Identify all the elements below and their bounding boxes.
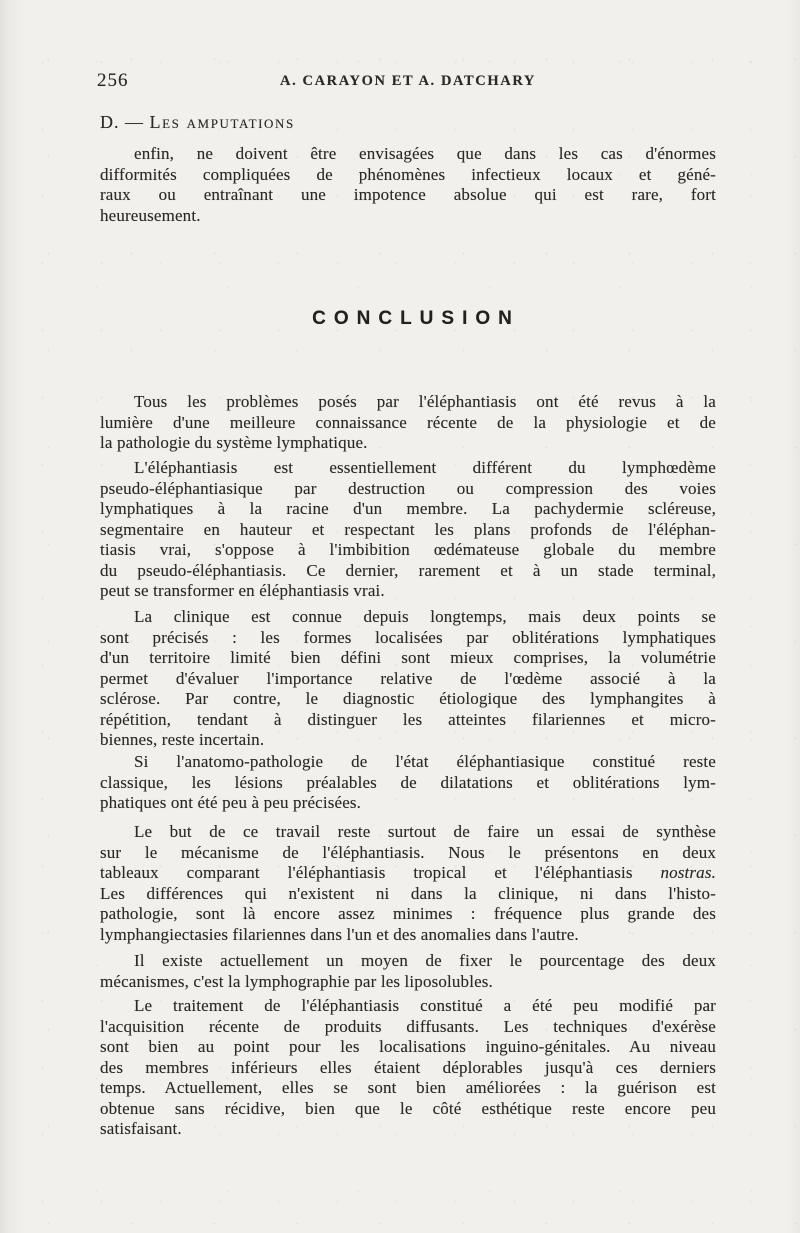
text-line: lymphangiectasies filariennes dans l'un et des anomalies dans l'autre.: [100, 924, 579, 944]
text-line: pseudo-éléphantiasique par destruction ou compression des voies: [100, 478, 716, 498]
text-line: classique, les lésions préalables de dilatations et oblitérations lym-: [100, 772, 716, 792]
section-heading: [100, 112, 716, 133]
text-line: obtenue sans récidive, bien que le côté esthétique reste encore peu: [100, 1098, 716, 1118]
text-line: permet d'évaluer l'importance relative de l'œdème associé à la: [100, 668, 716, 688]
text-line: segmentaire en hauteur et respectant les plans profonds de l'éléphan-: [100, 519, 716, 539]
section-label: D.: [100, 112, 120, 132]
paragraph-clinique: [100, 607, 716, 751]
text-line: pathologie, sont là encore assez minimes : fréquence plus grande des: [100, 904, 716, 923]
text-line: la pathologie du système lymphatique.: [100, 433, 368, 452]
text-line: des membres inférieurs elles étaient déplorables jusqu'à ces derniers: [100, 1057, 716, 1077]
paragraph-but-du-travail: [100, 822, 716, 945]
text-line: Tous les problèmes posés par l'éléphantiasis ont été revus à la: [134, 392, 716, 411]
paragraph-anatomo-pathologie: [100, 752, 716, 814]
text-line: enfin, ne doivent être envisagées que dans les cas d'énormes: [134, 144, 716, 163]
text-line: lymphatiques à la racine d'un membre. La pachydermie scléreuse,: [100, 499, 716, 518]
paragraph-elephantiasis: [100, 458, 716, 602]
text-line: Il existe actuellement un moyen de fixer le pourcentage des deux: [134, 951, 716, 970]
text-line: raux ou entraînant une impotence absolue qui est rare, fort: [100, 185, 716, 204]
text-line: difformités compliquées de phénomènes infectieux locaux et géné-: [100, 164, 716, 184]
italic-term: nostras.: [660, 863, 716, 882]
text-line: sont précisés : les formes localisées par oblitérations lymphatiques: [100, 627, 716, 647]
text-line: satisfaisant.: [100, 1119, 182, 1138]
text-line: sclérose. Par contre, le diagnostic étiologique des lymphangites à: [100, 689, 716, 708]
text-line: Le but de ce travail reste surtout de faire un essai de synthèse: [134, 822, 716, 841]
paragraph-amputations: [100, 144, 716, 226]
running-head: A. CARAYON ET A. DATCHARY: [280, 73, 536, 89]
text-line: Le traitement de l'éléphantiasis constitué a été peu modifié par: [134, 996, 716, 1015]
text-line: [100, 863, 716, 884]
text-line: phatiques ont été peu à peu précisées.: [100, 793, 362, 812]
section-title: Les amputations: [149, 112, 295, 132]
text-line: du pseudo-éléphantiasis. Ce dernier, rarement et à un stade terminal,: [100, 560, 716, 580]
paragraph-traitement: [100, 996, 716, 1140]
text-line: mécanismes, c'est la lymphographie par les liposolubles.: [100, 971, 493, 991]
text-line: répétition, tendant à distinguer les atteintes filariennes et micro-: [100, 709, 716, 729]
text-line: temps. Actuellement, elles se sont bien améliorées : la guérison est: [100, 1078, 716, 1097]
text-line: heureusement.: [100, 205, 201, 225]
text-line: d'un territoire limité bien défini sont mieux comprises, la volumétrie: [100, 648, 716, 667]
text-line: tiasis vrai, s'oppose à l'imbibition œdémateuse globale du membre: [100, 540, 716, 559]
paragraph-tous-les-problemes: [100, 392, 716, 454]
text-line: sur le mécanisme de l'éléphantiasis. Nous le présentons en deux: [100, 842, 716, 862]
text-line: l'acquisition récente de produits diffusants. Les techniques d'exérèse: [100, 1016, 716, 1036]
paragraph-lymphographie: [100, 951, 716, 992]
text-line: La clinique est connue depuis longtemps, mais deux points se: [134, 607, 716, 626]
text-line: lumière d'une meilleure connaissance récente de la physiologie et de: [100, 412, 716, 432]
text-segment: tableaux comparant l'éléphantiasis tropical et l'éléphantiasis: [100, 863, 633, 882]
text-line: L'éléphantiasis est essentiellement différent du lymphœdème: [134, 458, 716, 477]
text-line: Les différences qui n'existent ni dans la clinique, ni dans l'histo-: [100, 883, 716, 903]
text-line: peut se transformer en éléphantiasis vrai.: [100, 581, 385, 600]
page-number: 256: [97, 70, 129, 91]
section-dash: —: [125, 112, 144, 132]
text-line: biennes, reste incertain.: [100, 730, 265, 749]
text-line: Si l'anatomo-pathologie de l'état éléphantiasique constitué reste: [134, 752, 716, 771]
page-header: [97, 70, 716, 92]
conclusion-heading: CONCLUSION: [312, 308, 520, 329]
text-line: sont bien au point pour les localisations inguino-génitales. Au niveau: [100, 1037, 716, 1056]
